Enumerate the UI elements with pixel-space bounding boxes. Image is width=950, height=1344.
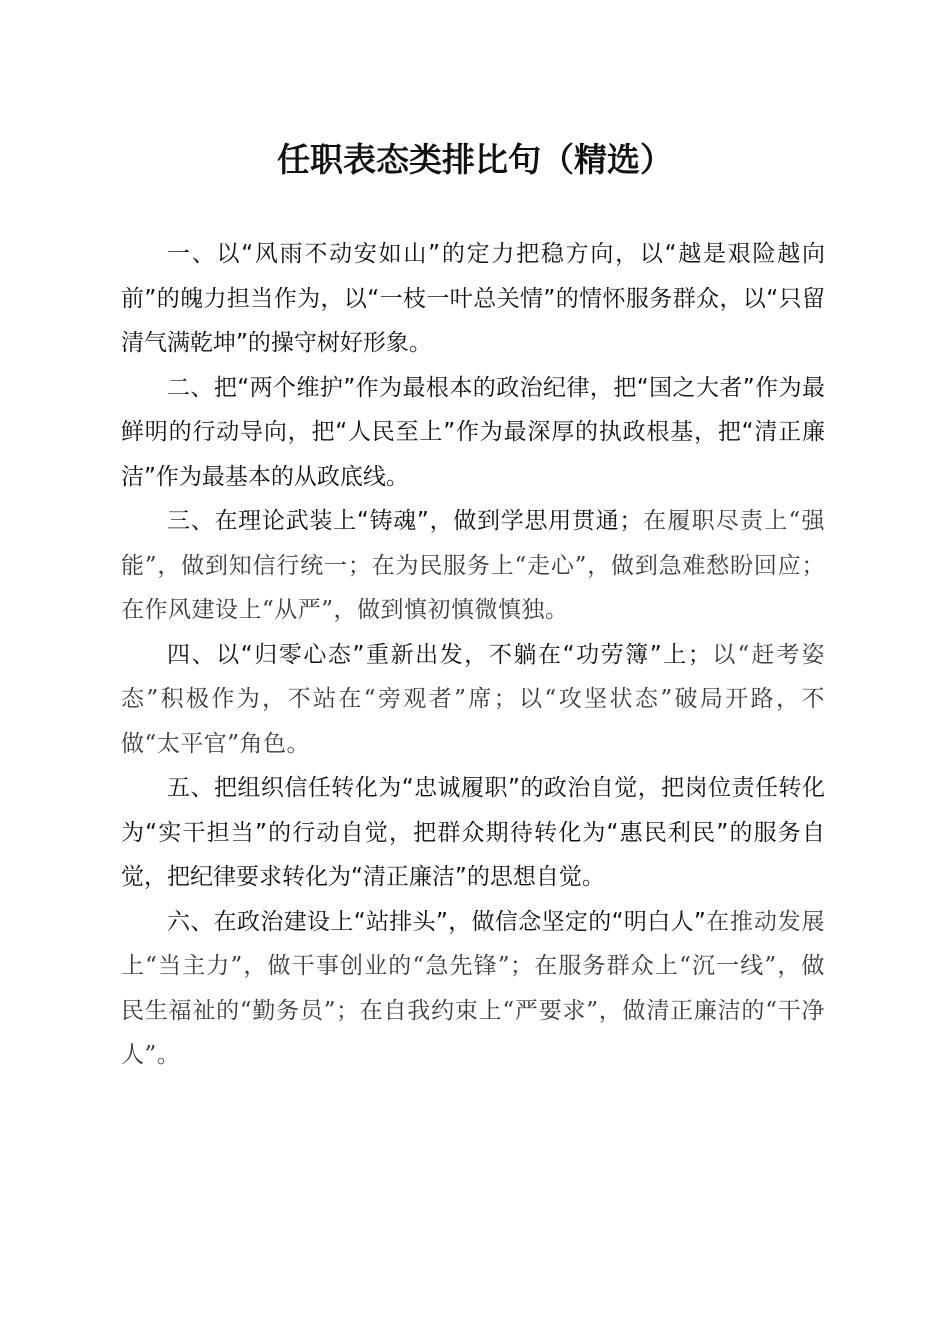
paragraph-2 bbox=[121, 366, 825, 500]
paragraph-4 bbox=[121, 633, 825, 767]
paragraph-3-text: 三、在理论武装上“铸魂”，做到学思用贯通； bbox=[167, 508, 643, 534]
paragraph-2-text: 二、把“两个维护”作为最根本的政治纪律，把“国之大者”作为最鲜明的行动导向，把“人民至上”作为最深厚的执政根基，把“清正廉洁”作为最基本的从政底线。 bbox=[121, 374, 825, 490]
paragraph-1-text: 一、以“风雨不动安如山”的定力把稳方向，以“越是艰险越向前”的魄力担当作为，以“一枝一叶总关情”的情怀服务群众，以“只留清气满乾坤”的操守树好形象。 bbox=[121, 241, 825, 356]
paragraph-6-text: 六、在政治建设上“站排头”，做信念坚定的“明白人” bbox=[167, 908, 706, 935]
paragraph-4-continuation: 以“赶考姿态”积极作为，不站在“旁观者”席；以“攻坚状态”破局开路，不做“太平官”角色。 bbox=[121, 641, 825, 757]
paragraph-1 bbox=[121, 232, 825, 366]
paragraph-3 bbox=[121, 499, 825, 633]
paragraph-5 bbox=[121, 766, 825, 900]
page-title: 任职表态类排比句（精选） bbox=[277, 140, 673, 179]
document-body bbox=[121, 232, 825, 1078]
paragraph-6 bbox=[121, 900, 825, 1078]
paragraph-3-continuation: 在履职尽责上“强能”，做到知信行统一；在为民服务上“走心”，做到急难愁盼回应；在作风建设上“从严”，做到慎初慎微慎独。 bbox=[121, 508, 825, 623]
paragraph-6-continuation: 在推动发展上“当主力”，做干事创业的“急先锋”；在服务群众上“沉一线”，做民生福祉的“勤务员”；在自我约束上“严要求”，做清正廉洁的“干净人”。 bbox=[121, 908, 825, 1068]
paragraph-4-text: 四、以“归零心态”重新出发，不躺在“功劳簿”上； bbox=[167, 641, 711, 668]
paragraph-5-text: 五、把组织信任转化为“忠诚履职”的政治自觉，把岗位责任转化为“实干担当”的行动自觉，把群众期待转化为“惠民利民”的服务自觉，把纪律要求转化为“清正廉洁”的思想自觉。 bbox=[121, 775, 825, 890]
